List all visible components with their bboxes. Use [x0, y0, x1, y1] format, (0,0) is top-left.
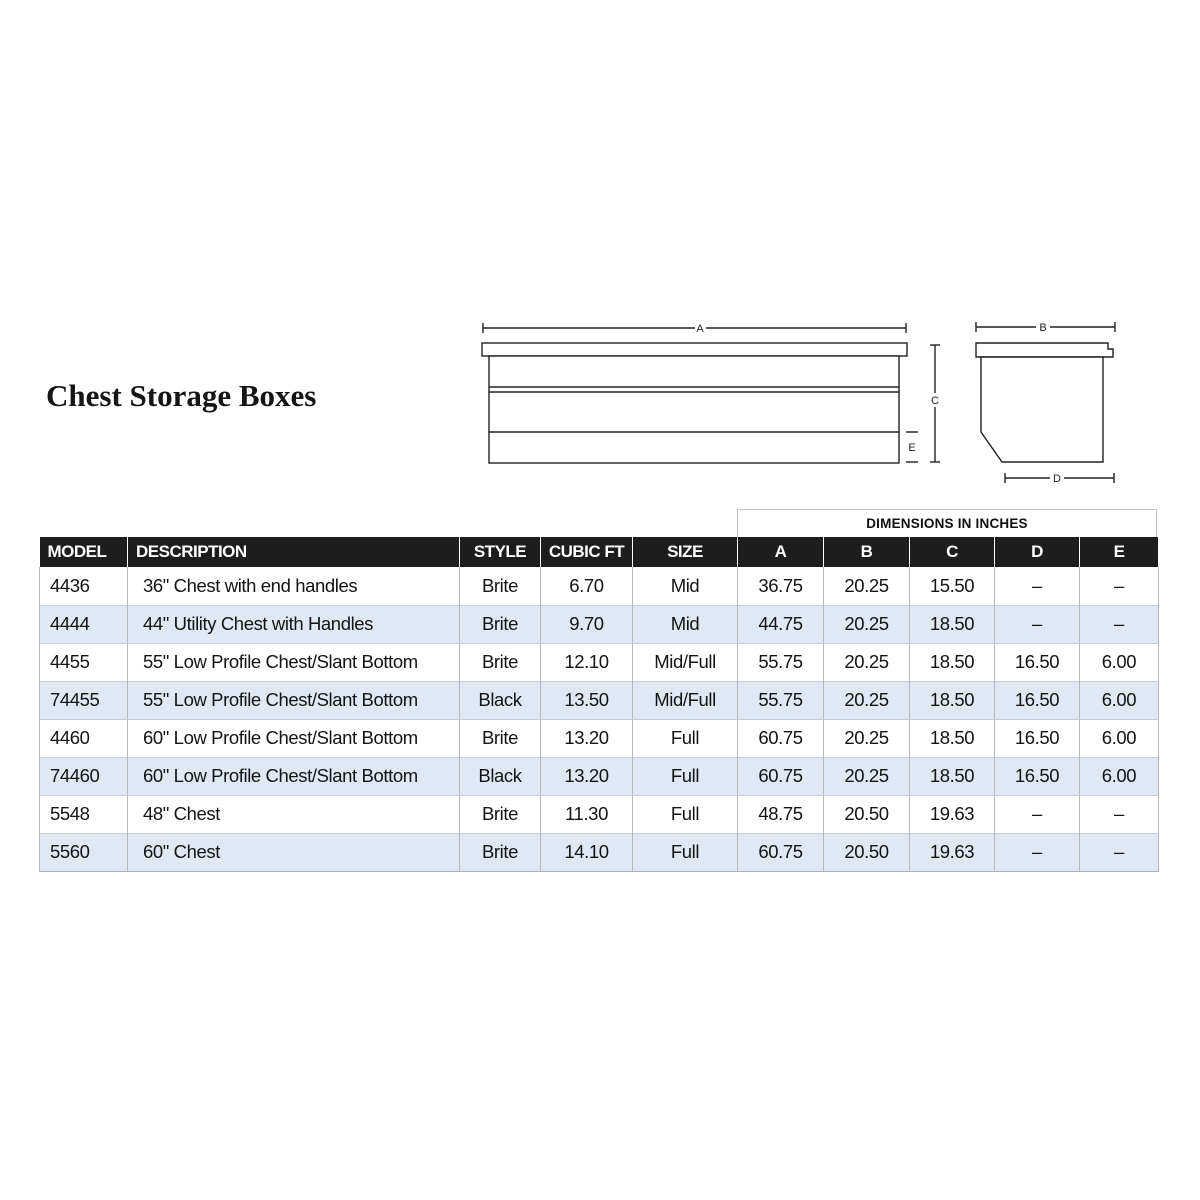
cell-description: 60" Low Profile Chest/Slant Bottom	[128, 719, 460, 757]
column-header-b: B	[824, 537, 910, 567]
cell-dim-e: –	[1080, 795, 1159, 833]
cell-cubic-ft: 11.30	[541, 795, 633, 833]
column-header-a: A	[738, 537, 824, 567]
column-header-e: E	[1080, 537, 1159, 567]
cell-description: 36" Chest with end handles	[128, 567, 460, 605]
cell-dim-c: 18.50	[910, 757, 995, 795]
cell-model: 4460	[40, 719, 128, 757]
cell-dim-a: 60.75	[738, 833, 824, 871]
cell-style: Black	[460, 757, 541, 795]
table-row	[40, 567, 1159, 605]
cell-dim-e: –	[1080, 833, 1159, 871]
table-row	[40, 643, 1159, 681]
cell-dim-c: 18.50	[910, 681, 995, 719]
cell-dim-a: 44.75	[738, 605, 824, 643]
column-header-c: C	[910, 537, 995, 567]
column-header-model: MODEL	[40, 537, 128, 567]
dimensions-caption: DIMENSIONS IN INCHES	[737, 509, 1157, 537]
cell-description: 55" Low Profile Chest/Slant Bottom	[128, 643, 460, 681]
cell-dim-b: 20.25	[824, 757, 910, 795]
cell-dim-a: 60.75	[738, 757, 824, 795]
table-row	[40, 719, 1159, 757]
cell-model: 74460	[40, 757, 128, 795]
cell-dim-c: 15.50	[910, 567, 995, 605]
cell-dim-c: 18.50	[910, 719, 995, 757]
cell-dim-c: 19.63	[910, 833, 995, 871]
dimension-b-label: B	[1039, 322, 1047, 334]
cell-size: Mid/Full	[633, 643, 738, 681]
cell-dim-b: 20.25	[824, 567, 910, 605]
side-view-drawing	[976, 343, 1113, 462]
cell-size: Mid	[633, 605, 738, 643]
cell-dim-a: 60.75	[738, 719, 824, 757]
cell-size: Full	[633, 795, 738, 833]
cell-cubic-ft: 12.10	[541, 643, 633, 681]
cell-dim-d: 16.50	[995, 643, 1080, 681]
cell-model: 4444	[40, 605, 128, 643]
cell-description: 44" Utility Chest with Handles	[128, 605, 460, 643]
dimension-c-label: C	[931, 395, 939, 407]
front-view-drawing	[482, 343, 907, 463]
dimension-a-line	[483, 323, 906, 333]
cell-model: 74455	[40, 681, 128, 719]
column-header-d: D	[995, 537, 1080, 567]
cell-dim-e: 6.00	[1080, 757, 1159, 795]
table-header-row	[40, 537, 1159, 567]
dimension-d-label: D	[1053, 473, 1061, 485]
cell-model: 5560	[40, 833, 128, 871]
cell-cubic-ft: 9.70	[541, 605, 633, 643]
dimension-a-label: A	[696, 323, 704, 335]
cell-model: 4455	[40, 643, 128, 681]
cell-dim-b: 20.50	[824, 795, 910, 833]
cell-style: Brite	[460, 833, 541, 871]
cell-cubic-ft: 13.50	[541, 681, 633, 719]
cell-size: Mid	[633, 567, 738, 605]
column-header-description: DESCRIPTION	[128, 537, 460, 567]
cell-dim-a: 36.75	[738, 567, 824, 605]
cell-dim-e: 6.00	[1080, 719, 1159, 757]
cell-model: 4436	[40, 567, 128, 605]
cell-cubic-ft: 6.70	[541, 567, 633, 605]
cell-dim-d: –	[995, 833, 1080, 871]
cell-dim-e: 6.00	[1080, 681, 1159, 719]
table-row	[40, 605, 1159, 643]
cell-dim-b: 20.25	[824, 681, 910, 719]
cell-dim-a: 55.75	[738, 643, 824, 681]
column-header-style: STYLE	[460, 537, 541, 567]
cell-dim-e: –	[1080, 567, 1159, 605]
column-header-size: SIZE	[633, 537, 738, 567]
cell-cubic-ft: 13.20	[541, 719, 633, 757]
cell-description: 55" Low Profile Chest/Slant Bottom	[128, 681, 460, 719]
dimension-diagram	[0, 0, 1200, 500]
cell-cubic-ft: 13.20	[541, 757, 633, 795]
dimension-e-label: E	[908, 442, 916, 454]
cell-dim-d: 16.50	[995, 757, 1080, 795]
cell-dim-c: 18.50	[910, 643, 995, 681]
cell-dim-c: 19.63	[910, 795, 995, 833]
cell-dim-a: 48.75	[738, 795, 824, 833]
cell-dim-b: 20.25	[824, 605, 910, 643]
cell-dim-d: –	[995, 567, 1080, 605]
cell-model: 5548	[40, 795, 128, 833]
cell-style: Brite	[460, 605, 541, 643]
table-row	[40, 795, 1159, 833]
spec-table	[39, 537, 1159, 872]
cell-style: Brite	[460, 643, 541, 681]
cell-size: Full	[633, 719, 738, 757]
cell-style: Brite	[460, 567, 541, 605]
cell-dim-d: –	[995, 795, 1080, 833]
cell-dim-b: 20.50	[824, 833, 910, 871]
cell-cubic-ft: 14.10	[541, 833, 633, 871]
cell-dim-c: 18.50	[910, 605, 995, 643]
column-header-cubic-ft: CUBIC FT	[541, 537, 633, 567]
cell-dim-d: –	[995, 605, 1080, 643]
cell-dim-e: 6.00	[1080, 643, 1159, 681]
cell-size: Mid/Full	[633, 681, 738, 719]
cell-size: Full	[633, 833, 738, 871]
cell-dim-d: 16.50	[995, 681, 1080, 719]
cell-dim-e: –	[1080, 605, 1159, 643]
table-row	[40, 757, 1159, 795]
cell-size: Full	[633, 757, 738, 795]
cell-dim-d: 16.50	[995, 719, 1080, 757]
page-title: Chest Storage Boxes	[46, 378, 317, 413]
table-row	[40, 833, 1159, 871]
cell-style: Brite	[460, 795, 541, 833]
cell-description: 60" Chest	[128, 833, 460, 871]
cell-description: 60" Low Profile Chest/Slant Bottom	[128, 757, 460, 795]
cell-style: Brite	[460, 719, 541, 757]
cell-dim-a: 55.75	[738, 681, 824, 719]
table-row	[40, 681, 1159, 719]
cell-description: 48" Chest	[128, 795, 460, 833]
cell-dim-b: 20.25	[824, 643, 910, 681]
cell-dim-b: 20.25	[824, 719, 910, 757]
cell-style: Black	[460, 681, 541, 719]
